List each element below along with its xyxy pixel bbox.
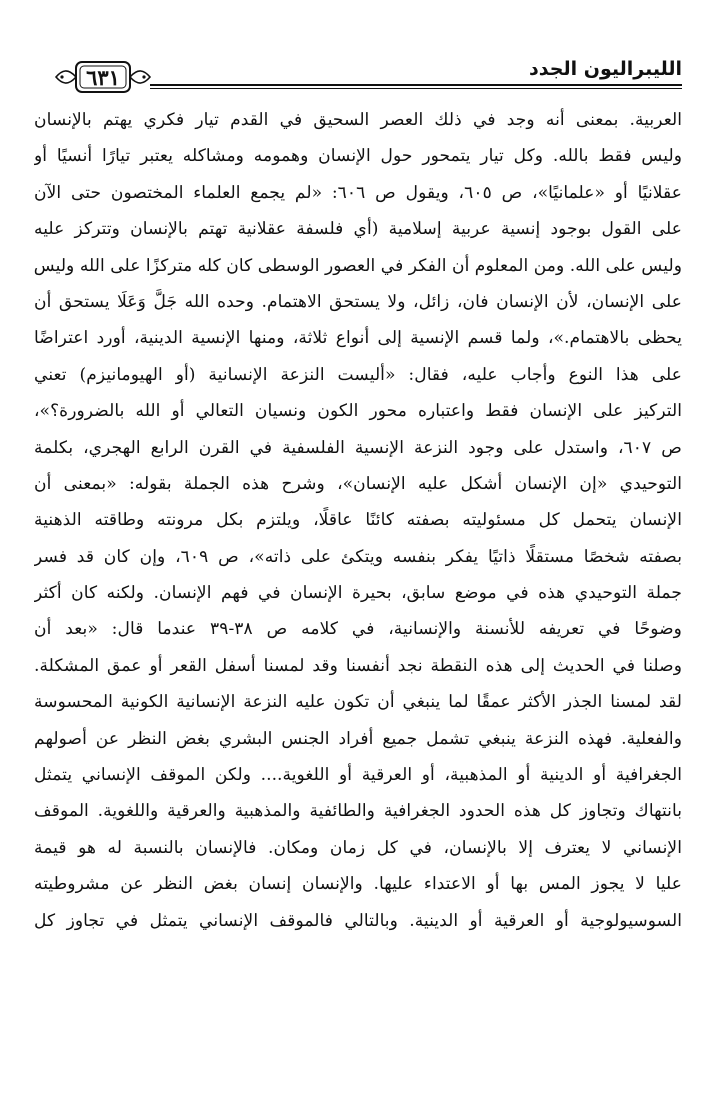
text-line: عليا لا يجوز المس بها أو الاعتداء عليها. والإنسان إنسان بغض النظر عن مشروطيته: [34, 874, 682, 895]
header-rule-thin: [150, 88, 682, 89]
text-line: لقد لمسنا الجذر الأكثر عمقًا لما ينبغي أن تكون عليه النزعة الإنسانية الكونية المحسوسة: [34, 692, 682, 713]
text-line: جملة التوحيدي هذه في موضع سابق، بحيرة الإنسان في فهم الإنسان. ولكنه كان أكثر: [34, 583, 682, 604]
text-line: الإنسان يتحمل كل مسئوليته بصفته كائنًا عاقلًا، ويلتزم بكل مرونته وطاقته الذهنية: [34, 510, 682, 531]
text-line: وليس على الله. ومن المعلوم أن الفكر في العصور الوسطى كان كله متركزًا على الله وليس: [34, 255, 682, 276]
text-line: عقلانيًا أو «علمانيًا»، ص ٦٠٥، ويقول ص ٦٠٦: «لم يجمع العلماء المختصون حتى الآن: [34, 182, 682, 203]
text-line: وليس فقط بالله. وكل تيار يتمحور حول الإنسان وهمومه ومشاكله يعتبر تيارًا أنسيًا أو: [34, 146, 682, 167]
header-rule: [150, 84, 682, 86]
running-title: الليبراليون الجدد: [529, 58, 682, 80]
text-line: على هذا النوع وأجاب عليه، فقال: «أليست النزعة الإنسانية (أو الهيومانيزم) تعني: [34, 364, 682, 385]
text-line: على القول بوجود إنسية عربية إسلامية (أي فلسفة عقلانية تهتم بالإنسان وتتركز عليه: [34, 219, 682, 240]
text-line: بصفته شخصًا مستقلًا ذاتيًا يفكر بنفسه ويتكئ على ذاته»، ص ٦٠٩، وإن كان قد فسر: [34, 546, 682, 567]
text-line: يحظى بالاهتمام.»، ولما قسم الإنسية إلى أنواع ثلاثة، ومنها الإنسية الدينية، أورد اعتراضًا: [34, 328, 682, 349]
page-number-frame: [54, 58, 152, 98]
text-line: على الإنسان، لأن الإنسان فان، زائل، ولا يستحق الاهتمام. وحده الله جَلَّ وَعَلَا يستحق أن: [34, 291, 682, 312]
text-line: التوحيدي «إن الإنسان أشكل عليه الإنسان»، وشرح هذه الجملة بقوله: «بمعنى أن: [34, 473, 682, 494]
text-line: الإنساني لا يعترف إلا بالإنسان، في كل زمان ومكان. فالإنسان بالنسبة له هو قيمة: [34, 837, 682, 858]
body-text: [34, 102, 682, 1092]
text-line: التركيز على الإنسان فقط واعتباره محور الكون ونسيان التعالي أو الله بالضرورة؟»،: [34, 401, 682, 422]
text-line: بانتهاك وتجاوز كل هذه الحدود الجغرافية والطائفية والمذهبية والعرقية واللغوية. الموقف: [34, 801, 682, 822]
text-line: الجغرافية أو الدينية أو المذهبية، أو العرقية أو اللغوية.... ولكن الموقف الإنساني يتمثل: [34, 765, 682, 786]
running-header: [0, 48, 718, 106]
text-line: العربية. بمعنى أنه وجد في ذلك العصر السحيق في القدم تيار فكري يهتم بالإنسان: [34, 110, 682, 130]
text-line: ص ٦٠٧، واستدل على وجود النزعة الإنسية الفلسفية في القرن الرابع الهجري، بكلمة: [34, 437, 682, 458]
page-number: ٦٣١: [86, 65, 120, 90]
text-line: وصلنا في الحديث إلى هذه النقطة نجد أنفسنا وقد لمسنا أسفل القعر أو عمق المشكلة.: [34, 655, 682, 676]
text-line: السوسيولوجية أو العرقية أو الدينية. وبالتالي فالموقف الإنساني يتمثل في تجاوز كل: [34, 910, 682, 931]
text-line: والفعلية. فهذه النزعة ينبغي تشمل جميع أفراد الجنس البشري بغض النظر عن أصولهم: [34, 728, 682, 749]
text-line: وضوحًا في تعريفه للأنسنة والإنسانية، في كلامه ص ٣٨-٣٩ عندما قال: «بعد أن: [34, 619, 682, 640]
